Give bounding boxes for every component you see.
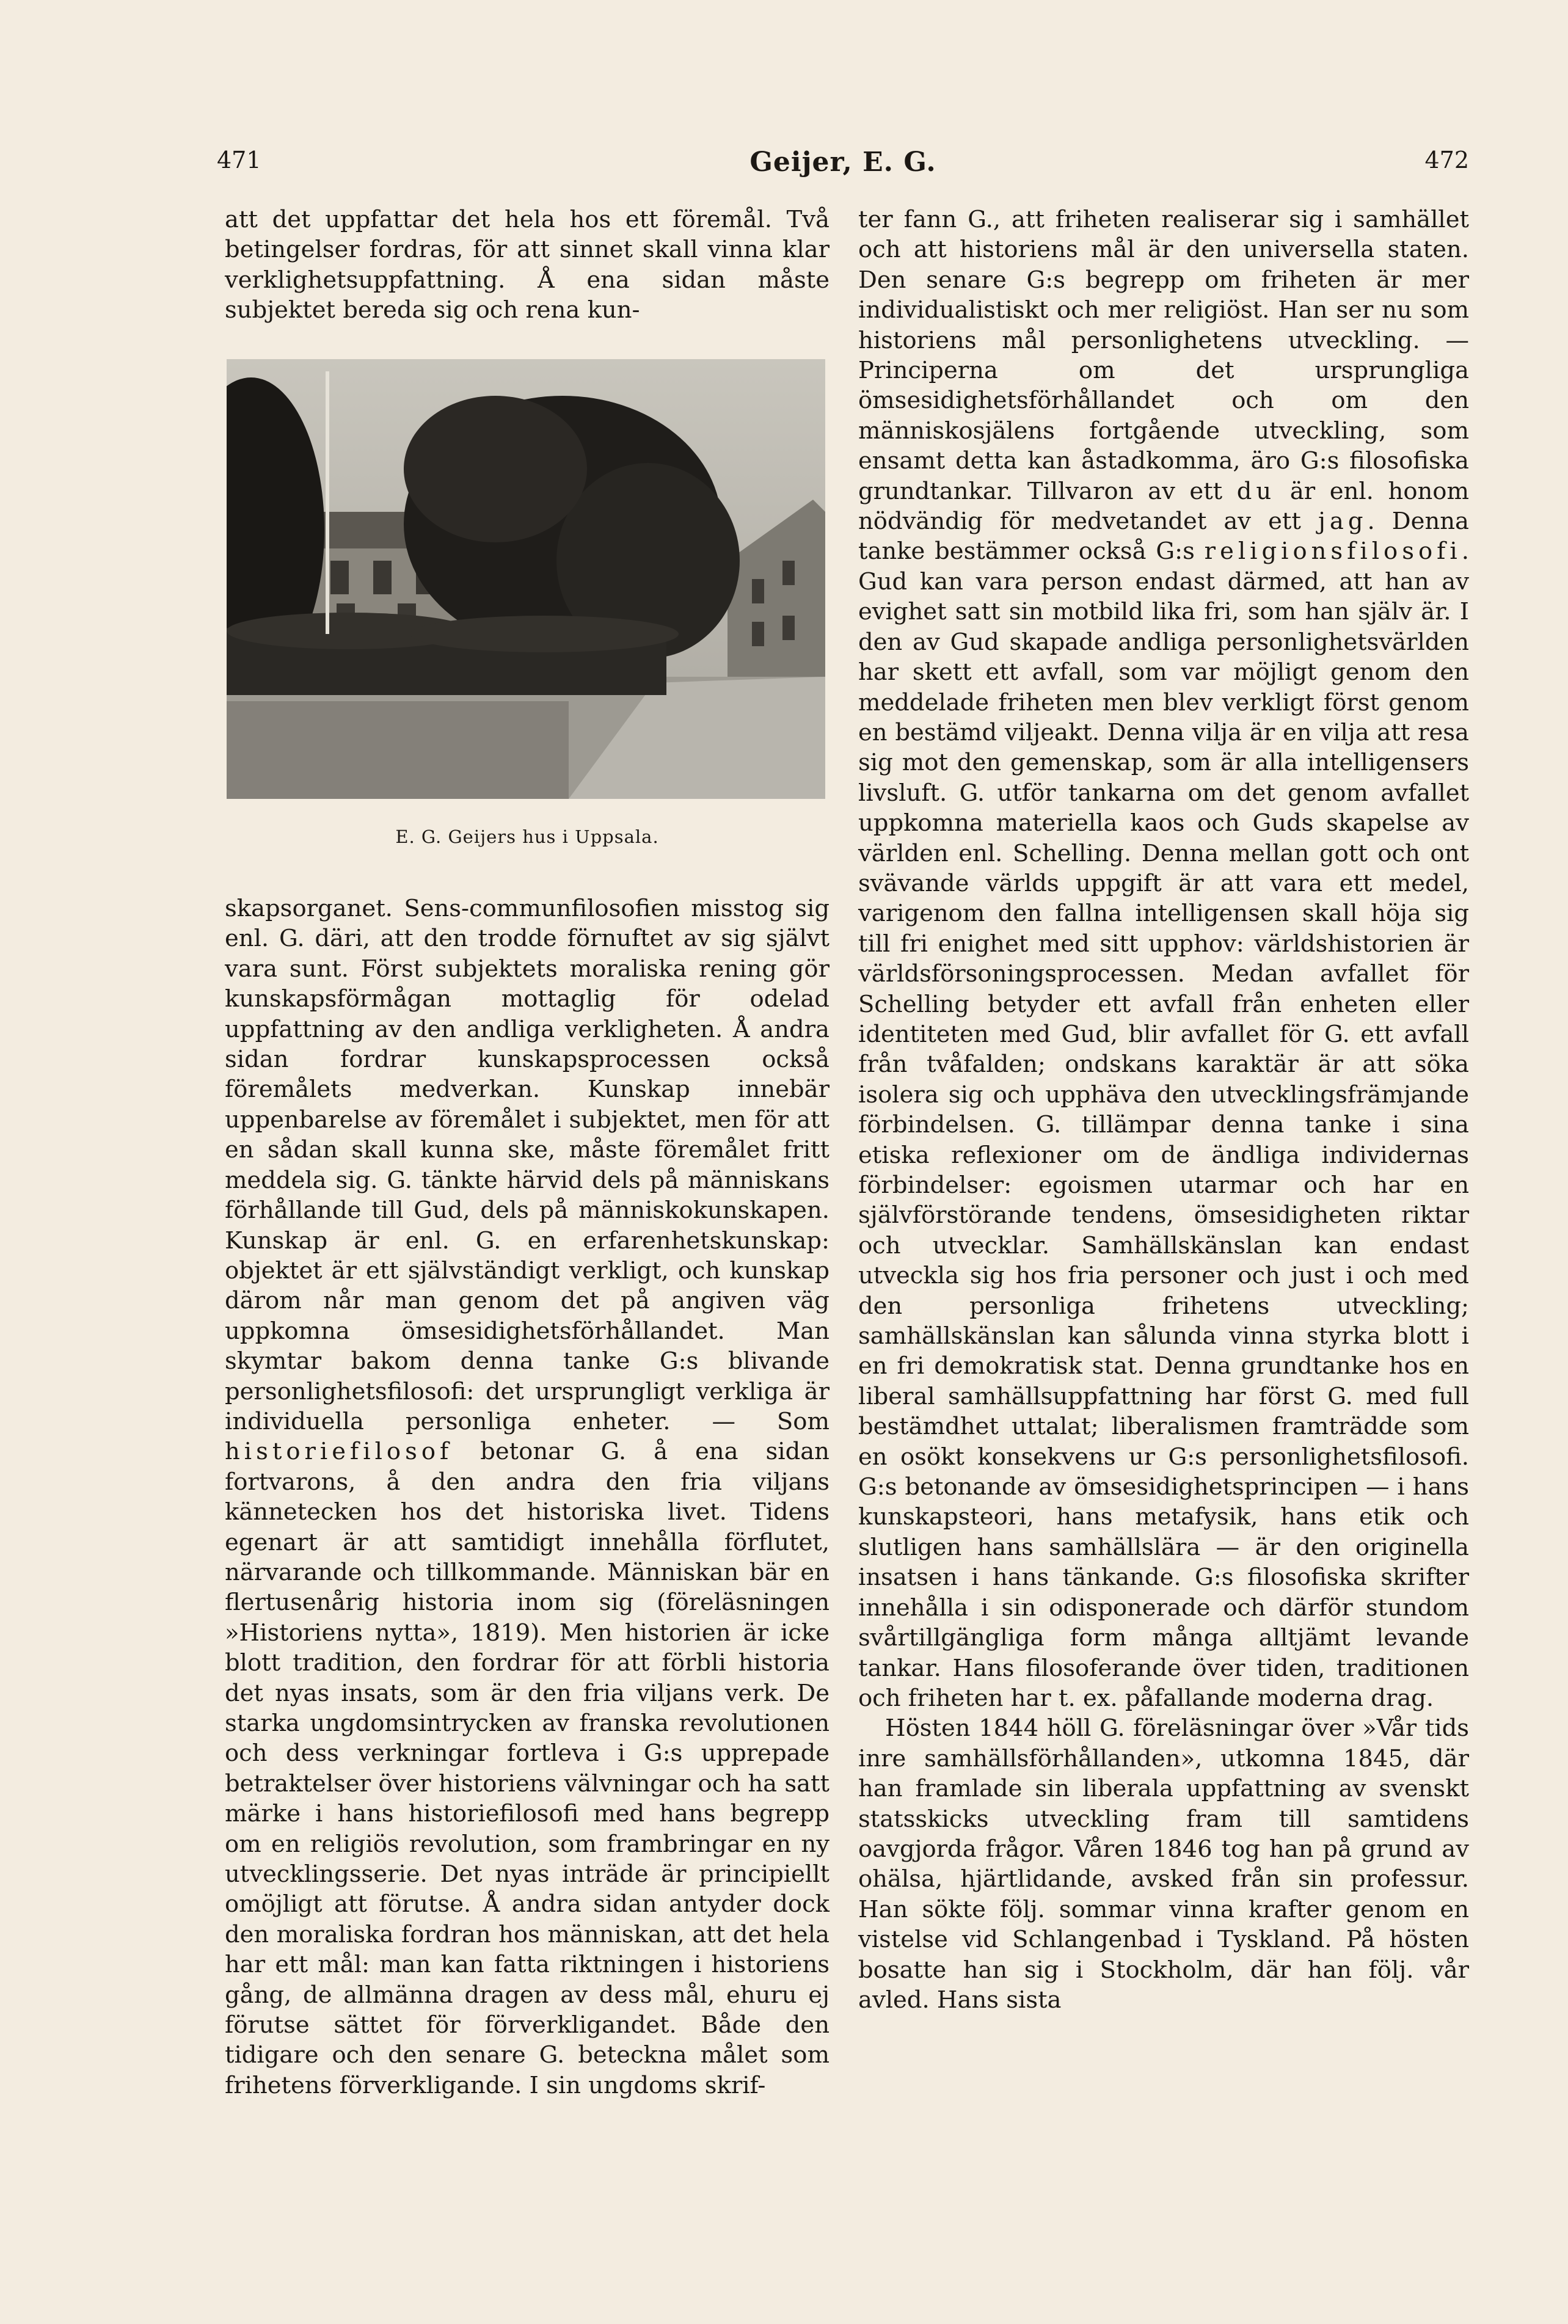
page-number-left: 471 <box>217 147 261 173</box>
entry-heading: Geijer, E. G. <box>749 147 936 178</box>
left-column <box>225 205 830 2100</box>
spaced-term-jag: jag <box>1318 508 1368 536</box>
right-column <box>858 205 1469 2015</box>
paragraph-main: skapsorganet. Sens-communfilosofien misstog sig enl. G. däri, att den trodde förnuftet av sig självt vara sunt. Först subjektets moraliska rening gör kunskapsförmågan mottaglig för odelad uppfattning av den andliga verkligheten. Å andra sidan fordrar kunskapsprocessen också föremålets medverkan. Kunskap innebär uppenbarelse av föremålet i subjektet, men för att en sådan skall kunna ske, måste föremålet fritt meddela sig. G. tänkte härvid dels på människans förhållande till Gud, dels på människokunskapen. Kunskap är enl. G. en erfarenhetskunskap: objektet är ett självständigt verkligt, och kunskap därom når man genom det på angiven väg uppkomna ömsesidighetsförhållandet. Man skymtar bakom denna tanke G:s blivande personlighetsfilosofi: det ursprungligt verkliga är individuella personliga enheter. — Som historiefilosof betonar G. å ena sidan fortvarons, å den andra den fria viljans kännetecken hos det historiska livet. Tidens egenart är att samtidigt innehålla förflutet, närvarande och tillkommande. Människan bär en flertusenårig historia inom sig (föreläsningen »Historiens nytta», 1819). Men historien är icke blott tradition, den fordrar för att förbli historia det nyas insats, som är den fria viljans verk. De starka ungdomsintrycken av franska revolutionen och dess verkningar fortleva i G:s upprepade betraktelser över historiens välvningar och ha satt märke i hans historiefilosofi med hans begrepp om en religiös revolution, som frambringar en ny utvecklingsserie. Det nyas inträde är principiellt omöjligt att förutse. Å andra sidan antyder dock den moraliska fordran hos människan, att det hela har ett mål: man kan fatta riktningen i historiens gång, de allmänna dragen av dess mål, ehuru ej förutse sättet för förverkligandet. Både den tidigare och den senare G. beteckna målet som frihetens förverkligande. I sin ungdoms skrif- <box>225 895 830 2099</box>
spaced-term-du: du <box>1236 477 1276 505</box>
figure <box>225 359 830 799</box>
spaced-term-historiefilosof: historiefilosof <box>225 1438 453 1466</box>
figure-caption: E. G. Geijers hus i Uppsala. <box>395 826 659 847</box>
paragraph-top: att det uppfattar det hela hos ett föremål. Två betingelser fordras, för att sinnet skall vinna klar verklighetsuppfattning. Å ena sidan måste subjektet bereda sig och rena kun- <box>225 206 830 324</box>
page-number-right: 472 <box>1424 147 1469 173</box>
paragraph-continued: ter fann G., att friheten realiserar sig i samhället och att historiens mål är den universella staten. Den senare G:s begrepp om friheten är mer individualistiskt och mer religiöst. Han ser nu som historiens mål personlighetens utveckling. — Principerna om det ursprungliga ömsesidighetsförhållandet och om den människosjälens fortgående utveckling, som ensamt detta kan åstadkomma, äro G:s filosofiska grundtankar. Tillvaron av ett du är enl. honom nödvändig för medvetandet av ett jag. Denna tanke bestämmer också G:s religionsfilosofi. Gud kan vara person endast därmed, att han av evighet satt sin motbild lika fri, som han själv är. I den av Gud skapade andliga personlighetsvärlden har skett ett avfall, som var möjligt genom den meddelade friheten men blev verkligt först genom en bestämd viljeakt. Denna vilja är en vilja att resa sig mot den gemenskap, som är alla intelligensers livsluft. G. utför tankarna om det genom avfallet uppkomna materiella kaos och Guds skapelse av världen enl. Schelling. Denna mellan gott och ont svävande världs uppgift är att vara ett medel, varigenom den fallna intelligensen skall höja sig till fri enighet med sitt upphov: världshistorien är världsförsoningsprocessen. Medan avfallet för Schelling betyder ett avfall från enheten eller identiteten med Gud, blir avfallet för G. ett avfall från tvåfalden; ondskans karaktär är att söka isolera sig och upphäva den utvecklingsfrämjande förbindelsen. G. tillämpar denna tanke i sina etiska reflexioner om de ändliga individernas förbindelser: egoismen utarmar och har en självförstörande tendens, ömsesidigheten riktar och utvecklar. Samhällskänslan kan endast utveckla sig hos fria personer och just i och med den personliga frihetens utveckling; samhällskänslan kan sålunda vinna styrka blott i en fri demokratisk stat. Denna grundtanke hos en liberal samhällsuppfattning har först G. med full bestämdhet uttalat; liberalismen framträdde som en osökt konsekvens ur G:s personlighetsfilosofi. G:s betonande av ömsesidighetsprincipen — i hans kunskapsteori, hans metafysik, hans etik och slutligen hans samhällslära — är den originella insatsen i hans tänkande. G:s filosofiska skrifter innehålla i sin odisponerade och därför stundom svårtillgängliga form många alltjämt levande tankar. Hans filosoferande över tiden, traditionen och friheten har t. ex. påfallande moderna drag. <box>858 206 1469 1712</box>
photo-geijer-house <box>227 359 825 799</box>
paragraph-biography: Hösten 1844 höll G. föreläsningar över »Vår tids inre samhällsförhållanden», utkomna 1845, där han framlade sin liberala uppfattning av svenskt statsskicks utveckling fram till samtidens oavgjorda frågor. Våren 1846 tog han på grund av ohälsa, hjärtlidande, avsked från sin professur. Han sökte följ. sommar vinna krafter genom en vistelse vid Schlangenbad i Tyskland. På hösten bosatte han sig i Stockholm, där han följ. vår avled. Hans sista <box>858 1714 1469 2014</box>
running-head <box>217 147 1469 189</box>
spaced-term-religionsfilosofi: religionsfilosofi <box>1204 537 1462 566</box>
